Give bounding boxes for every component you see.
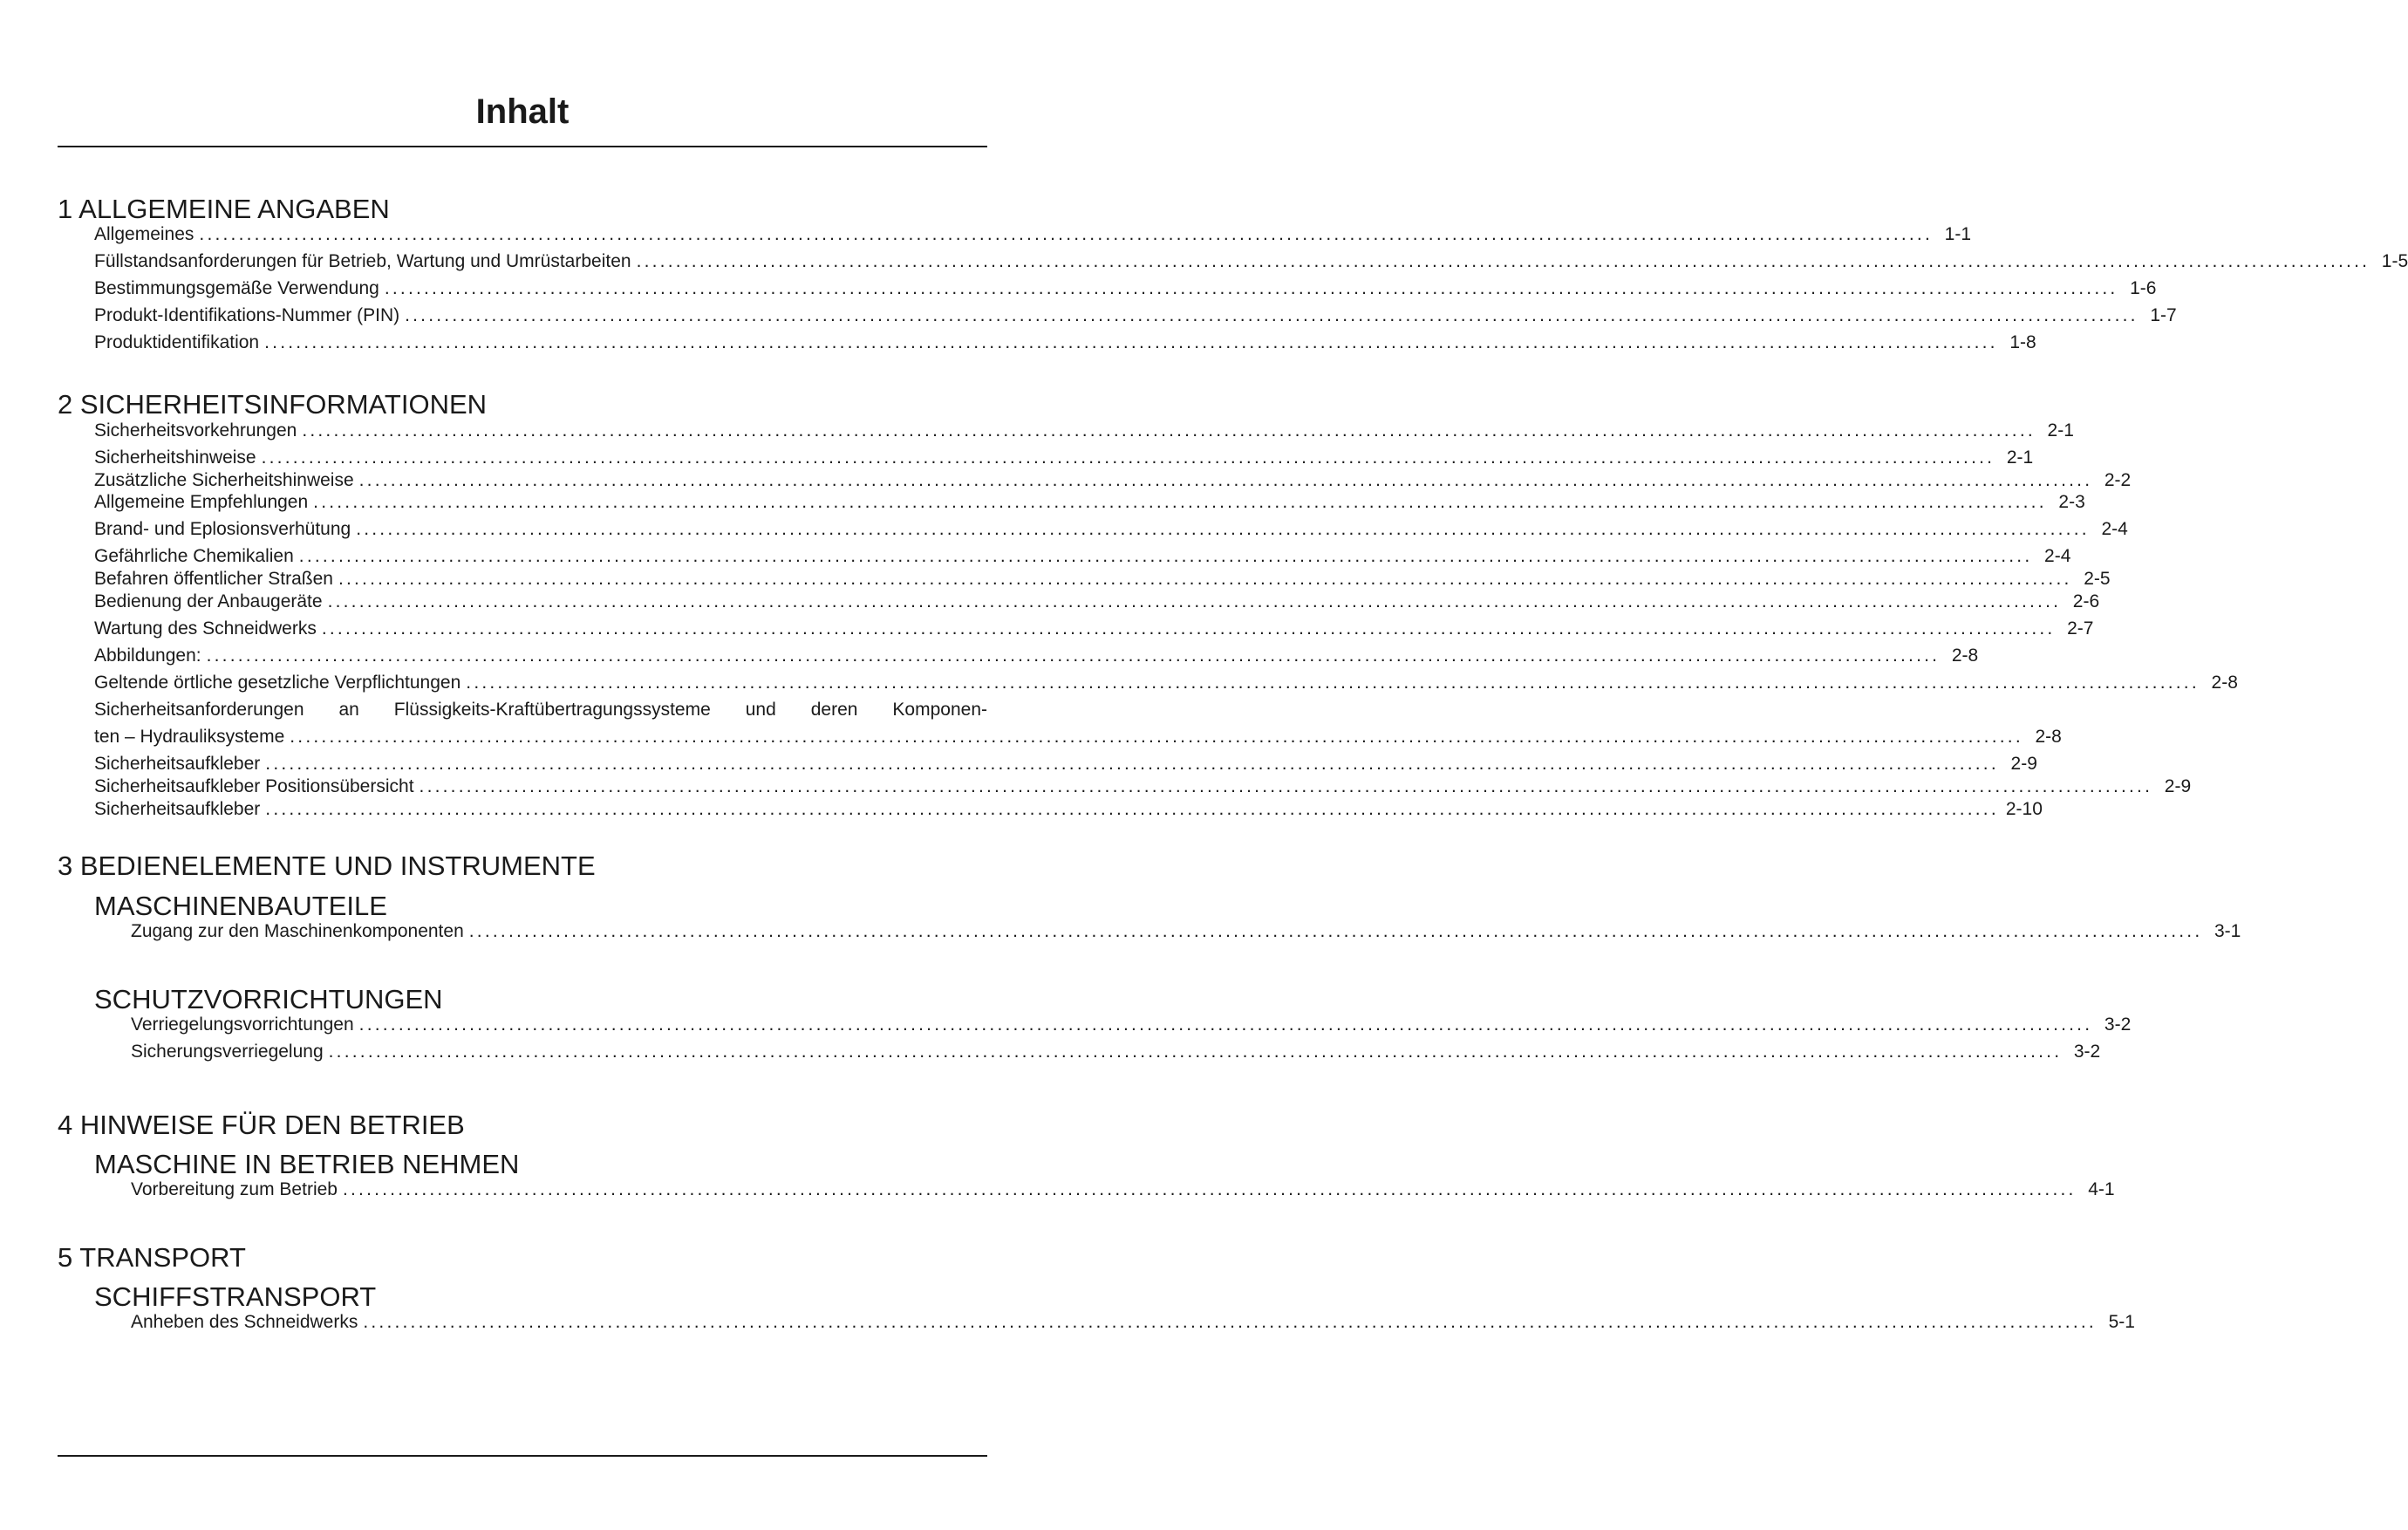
toc-entry-page: 3-1	[2214, 921, 2241, 941]
toc-entry-label: Sicherheitsaufkleber Positionsübersicht	[94, 776, 414, 796]
dot-leader: ............................................................................................................................................................................................................................	[265, 754, 1999, 774]
toc-entry-page: 2-9	[2010, 754, 2037, 774]
toc-entry-label: Vorbereitung zum Betrieb	[131, 1179, 338, 1199]
toc-entry-label: Abbildungen:	[94, 645, 201, 666]
dot-leader: ............................................................................................................................................................................................................................	[405, 305, 2139, 325]
toc-entry-page: 2-8	[1951, 645, 1979, 666]
toc-entry[interactable]	[94, 469, 2132, 492]
toc-entry[interactable]	[131, 920, 2241, 943]
toc-entry-label: Allgemeine Empfehlungen	[94, 492, 309, 512]
toc-entry-page: 2-7	[2067, 618, 2094, 639]
footer-divider	[58, 1455, 987, 1457]
toc-entry-label: Bestimmungsgemäße Verwendung	[94, 278, 379, 298]
dot-leader: ............................................................................................................................................................................................................................	[327, 591, 2062, 611]
toc-entry[interactable]	[94, 798, 2043, 821]
toc-entry-label: Produktidentifikation	[94, 332, 260, 352]
toc-entry[interactable]	[94, 672, 2238, 694]
dot-leader: ............................................................................................................................................................................................................................	[419, 776, 2153, 796]
dot-leader: ............................................................................................................................................................................................................................	[298, 546, 2033, 566]
dot-leader: ............................................................................................................................................................................................................................	[466, 673, 2200, 693]
toc-entry[interactable]	[94, 420, 2074, 442]
title-divider	[58, 146, 987, 147]
chapter-3-heading: 3 BEDIENELEMENTE UND INSTRUMENTE	[58, 850, 596, 881]
dot-leader: ............................................................................................................................................................................................................................	[302, 420, 2036, 441]
toc-entry-label: Zugang zur den Maschinenkomponenten	[131, 921, 464, 941]
dot-leader: ............................................................................................................................................................................................................................	[328, 1042, 2063, 1062]
toc-entry[interactable]	[94, 753, 2037, 775]
toc-entry-page: 2-5	[2084, 569, 2111, 589]
toc-entry-page: 5-1	[2108, 1312, 2135, 1332]
section-heading: SCHUTZVORRICHTUNGEN	[94, 984, 443, 1014]
toc-entry-page: 2-2	[2104, 470, 2132, 490]
dot-leader: ............................................................................................................................................................................................................................	[384, 278, 2118, 298]
dot-leader: ............................................................................................................................................................................................................................	[261, 447, 1995, 468]
dot-leader: ............................................................................................................................................................................................................................	[199, 224, 1933, 244]
toc-entry-page: 3-2	[2073, 1042, 2101, 1062]
toc-entry-page: 2-4	[2101, 519, 2128, 539]
dot-leader: ............................................................................................................................................................................................................................	[321, 618, 2056, 639]
toc-entry[interactable]	[94, 331, 2036, 354]
chapter-2-heading: 2 SICHERHEITSINFORMATIONEN	[58, 389, 488, 420]
toc-entry[interactable]	[94, 447, 2034, 469]
dot-leader: ............................................................................................................................................................................................................................	[358, 470, 2093, 490]
toc-entry-page: 2-3	[2058, 492, 2085, 512]
chapter-4-heading: 4 HINWEISE FÜR DEN BETRIEB	[58, 1110, 465, 1140]
dot-leader: ............................................................................................................................................................................................................................	[358, 1014, 2093, 1035]
toc-entry-label: Allgemeines	[94, 224, 194, 244]
toc-entry-page: 2-1	[2006, 447, 2034, 468]
dot-leader: ............................................................................................................................................................................................................................	[206, 645, 1941, 666]
toc-entry-label: Produkt-Identifikations-Nummer (PIN)	[94, 305, 400, 325]
toc-entry[interactable]	[94, 645, 1979, 667]
toc-entry-page: 2-8	[2035, 727, 2062, 747]
toc-entry[interactable]	[94, 518, 2128, 541]
dot-leader: ............................................................................................................................................................................................................................	[356, 519, 2090, 539]
dot-leader: ............................................................................................................................................................................................................................	[290, 727, 2023, 747]
toc-entry-label: Verriegelungsvorrichtungen	[131, 1014, 354, 1035]
toc-entry-label: Füllstandsanforderungen für Betrieb, Wartung und Umrüstarbeiten	[94, 251, 631, 271]
toc-entry-page: 1-6	[2130, 278, 2157, 298]
section-heading: MASCHINE IN BETRIEB NEHMEN	[94, 1149, 520, 1179]
toc-entry[interactable]	[94, 491, 2085, 514]
toc-entry-page: 2-6	[2072, 591, 2100, 611]
toc-entry-page: 2-10	[2005, 799, 2043, 819]
dot-leader: ............................................................................................................................................................................................................................	[636, 251, 2370, 271]
dot-leader: ............................................................................................................................................................................................................................	[313, 492, 2047, 512]
toc-entry[interactable]	[131, 1311, 2135, 1334]
toc-entry-page: 2-4	[2044, 546, 2071, 566]
toc-entry-page: 2-9	[2164, 776, 2192, 796]
dot-leader: ............................................................................................................................................................................................................................	[363, 1312, 2097, 1332]
page-title: Inhalt	[475, 92, 570, 131]
chapter-5-heading: 5 TRANSPORT	[58, 1242, 246, 1273]
section-heading: SCHIFFSTRANSPORT	[94, 1281, 377, 1312]
toc-entry-page: 1-7	[2150, 305, 2177, 325]
toc-entry-label: Sicherheitsaufkleber	[94, 799, 261, 819]
dot-leader: ............................................................................................................................................................................................................................	[264, 332, 1998, 352]
toc-entry-page: 4-1	[2088, 1179, 2115, 1199]
toc-entry[interactable]	[94, 304, 2177, 327]
toc-entry-page: 1-5	[2381, 251, 2408, 271]
toc-entry[interactable]	[94, 545, 2071, 568]
toc-entry-label: Wartung des Schneidwerks	[94, 618, 317, 639]
toc-entry[interactable]	[94, 618, 2094, 640]
chapter-1-heading: 1 ALLGEMEINE ANGABEN	[58, 194, 390, 224]
toc-entry[interactable]	[131, 1041, 2101, 1063]
toc-entry-label: Zusätzliche Sicherheitshinweise	[94, 470, 354, 490]
dot-leader: ............................................................................................................................................................................................................................	[468, 921, 2203, 941]
toc-entry[interactable]	[94, 223, 1971, 246]
toc-entry-label: Gefährliche Chemikalien	[94, 546, 294, 566]
toc-entry[interactable]	[131, 1178, 2115, 1201]
toc-entry-label: Brand- und Eplosionsverhütung	[94, 519, 351, 539]
toc-entry[interactable]	[94, 277, 2157, 300]
toc-entry[interactable]	[94, 250, 2408, 273]
dot-leader: ............................................................................................................................................................................................................................	[342, 1179, 2077, 1199]
toc-entry-label: Sicherheitsaufkleber	[94, 754, 261, 774]
toc-entry-label: Geltende örtliche gesetzliche Verpflichtungen	[94, 673, 461, 693]
toc-entry-label: Anheben des Schneidwerks	[131, 1312, 358, 1332]
toc-entry[interactable]	[94, 568, 2111, 591]
toc-entry-label: ten – Hydrauliksysteme	[94, 727, 285, 747]
toc-entry[interactable]	[94, 775, 2192, 798]
toc-entry[interactable]	[94, 726, 2062, 748]
toc-entry-label: Sicherheitshinweise	[94, 447, 256, 468]
toc-entry-label: Bedienung der Anbaugeräte	[94, 591, 323, 611]
toc-entry-label-line1[interactable]: Sicherheitsanforderungen an Flüssigkeits-Kraftübertragungssysteme und deren Komponen-	[94, 700, 987, 720]
toc-entry-page: 1-8	[2009, 332, 2036, 352]
toc-entry-label: Sicherheitsvorkehrungen	[94, 420, 297, 441]
toc-entry[interactable]	[131, 1014, 2132, 1036]
toc-entry-page: 1-1	[1944, 224, 1971, 244]
toc-entry-page: 2-1	[2047, 420, 2074, 441]
toc-entry-page: 3-2	[2104, 1014, 2132, 1035]
section-heading: MASCHINENBAUTEILE	[94, 891, 387, 921]
dot-leader: ............................................................................................................................................................................................................................	[338, 569, 2072, 589]
toc-entry[interactable]	[94, 591, 2100, 613]
toc-entry-label: Sicherungsverriegelung	[131, 1042, 324, 1062]
dot-leader: ............................................................................................................................................................................................................................	[265, 799, 1999, 819]
toc-entry-page: 2-8	[2211, 673, 2238, 693]
toc-entry-label: Befahren öffentlicher Straßen	[94, 569, 333, 589]
